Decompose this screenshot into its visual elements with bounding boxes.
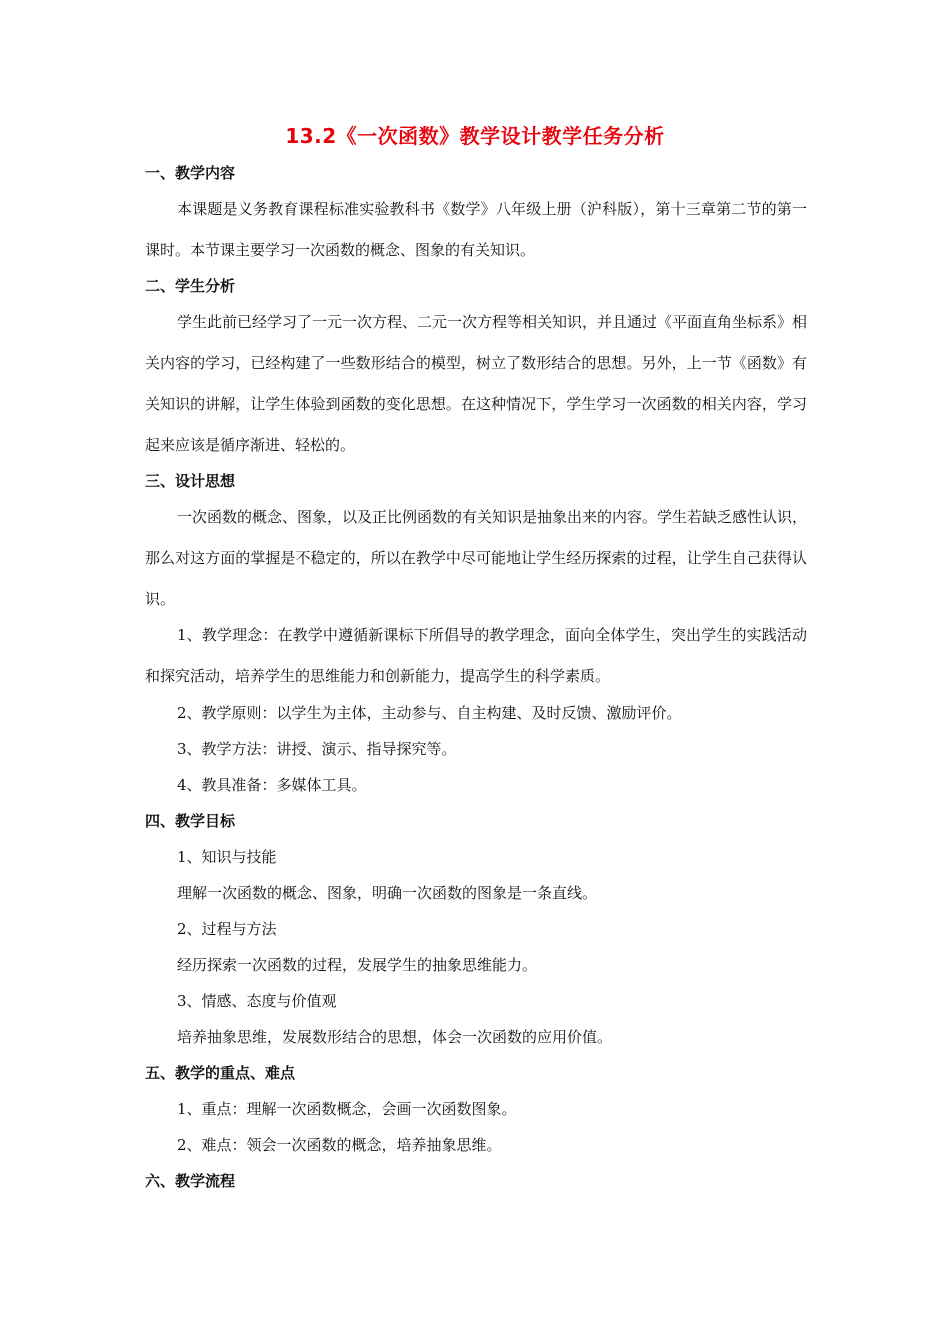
goal-item-1-text: 理解一次函数的概念、图象，明确一次函数的图象是一条直线。 [177, 884, 598, 902]
document-title: 13.2《一次函数》教学设计教学任务分析 [285, 124, 665, 148]
section-heading-goals: 四、教学目标 [145, 812, 236, 830]
paragraph-design: 一次函数的概念、图象，以及正比例函数的有关知识是抽象出来的内容。学生若缺乏感性认识，那么对这方面的掌握是不稳定的，所以在教学中尽可能地让学生经历探索的过程，让学生自己获得认识。 [145, 508, 808, 608]
line-teaching-tools: 4、教具准备：多媒体工具。 [177, 776, 367, 794]
section-heading-key-points: 五、教学的重点、难点 [145, 1064, 296, 1082]
section-heading-process: 六、教学流程 [145, 1172, 236, 1190]
difficult-point-line: 2、难点：领会一次函数的概念，培养抽象思维。 [177, 1136, 502, 1154]
line-teaching-principle: 2、教学原则：以学生为主体，主动参与、自主构建、及时反馈、激励评价。 [177, 704, 682, 722]
paragraph-teaching-philosophy: 1、教学理念：在教学中遵循新课标下所倡导的教学理念，面向全体学生，突出学生的实践活动和探究活动，培养学生的思维能力和创新能力，提高学生的科学素质。 [145, 626, 807, 685]
paragraph-content: 本课题是义务教育课程标准实验教科书《数学》八年级上册（沪科版），第十三章第二节的第一课时。本节课主要学习一次函数的概念、图象的有关知识。 [145, 200, 807, 259]
goal-item-2-title: 2、过程与方法 [177, 920, 277, 938]
goal-item-1-title: 1、知识与技能 [177, 848, 277, 866]
section-heading-content: 一、教学内容 [145, 164, 236, 182]
goal-item-3-title: 3、情感、态度与价值观 [177, 992, 337, 1010]
section-heading-students: 二、学生分析 [145, 277, 236, 295]
paragraph-students: 学生此前已经学习了一元一次方程、二元一次方程等相关知识，并且通过《平面直角坐标系》相关内容的学习，已经构建了一些数形结合的模型，树立了数形结合的思想。另外，上一节《函数》有关知识的讲解，让学生体验到函数的变化思想。在这种情况下，学生学习一次函数的相关内容，学习起来应该是循序渐进、轻松的。 [145, 313, 808, 454]
goal-item-3-text: 培养抽象思维，发展数形结合的思想，体会一次函数的应用价值。 [177, 1028, 613, 1046]
key-point-line: 1、重点：理解一次函数概念，会画一次函数图象。 [177, 1100, 517, 1118]
section-heading-design: 三、设计思想 [145, 472, 236, 490]
line-teaching-method: 3、教学方法：讲授、演示、指导探究等。 [177, 740, 457, 758]
goal-item-2-text: 经历探索一次函数的过程，发展学生的抽象思维能力。 [177, 956, 538, 974]
